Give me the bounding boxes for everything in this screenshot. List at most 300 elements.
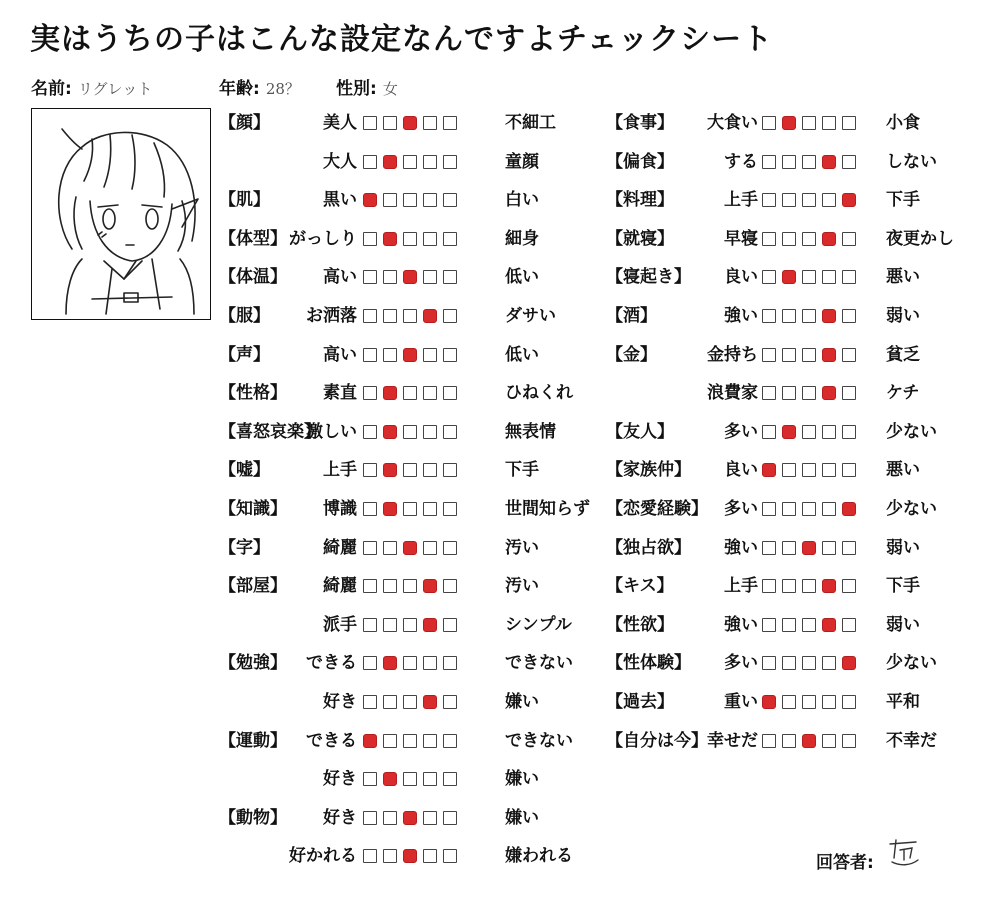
rating-box[interactable] xyxy=(762,270,776,284)
rating-box[interactable] xyxy=(443,772,457,786)
rating-box[interactable] xyxy=(443,270,457,284)
rating-box[interactable] xyxy=(363,270,377,284)
rating-box[interactable] xyxy=(383,541,397,555)
sex-value: 女 xyxy=(382,80,398,98)
rating-box[interactable] xyxy=(822,656,836,670)
left-trait-label: 金持ち xyxy=(707,344,758,365)
rating-box-checked[interactable] xyxy=(383,463,397,477)
left-trait-label: 早寝 xyxy=(724,228,758,249)
rating-box[interactable] xyxy=(782,695,796,709)
right-trait-row xyxy=(606,574,966,598)
right-trait-row xyxy=(606,651,966,675)
rating-box[interactable] xyxy=(842,270,856,284)
rating-box[interactable] xyxy=(822,541,836,555)
rating-box[interactable] xyxy=(403,734,417,748)
rating-box[interactable] xyxy=(443,348,457,362)
rating-box[interactable] xyxy=(762,193,776,207)
category-label: 【家族仲】 xyxy=(606,460,691,481)
right-trait-label: 無表情 xyxy=(505,421,556,442)
rating-scale xyxy=(762,734,856,748)
left-trait-label: 高い xyxy=(323,344,357,365)
right-trait-label: 嫌われる xyxy=(505,846,573,867)
right-trait-row xyxy=(606,188,966,212)
rating-box[interactable] xyxy=(762,309,776,323)
right-trait-row xyxy=(606,536,966,560)
rating-scale xyxy=(363,541,457,555)
left-trait-label: がっしり xyxy=(289,228,357,249)
right-trait-label: できない xyxy=(505,730,573,751)
rating-box[interactable] xyxy=(443,386,457,400)
rating-box[interactable] xyxy=(802,618,816,632)
rating-box[interactable] xyxy=(822,463,836,477)
right-trait-label: 平和 xyxy=(886,692,920,712)
rating-box[interactable] xyxy=(802,425,816,439)
rating-box[interactable] xyxy=(383,811,397,825)
rating-scale xyxy=(363,116,457,130)
rating-box[interactable] xyxy=(802,463,816,477)
rating-box-checked[interactable] xyxy=(423,579,437,593)
rating-box[interactable] xyxy=(762,116,776,130)
rating-box-checked[interactable] xyxy=(822,232,836,246)
category-label: 【部屋】 xyxy=(219,576,287,597)
left-trait-row xyxy=(219,381,573,405)
left-trait-label: 浪費家 xyxy=(707,383,758,404)
rating-box[interactable] xyxy=(403,656,417,670)
rating-box[interactable] xyxy=(842,425,856,439)
right-trait-label: 汚い xyxy=(505,576,539,597)
rating-box[interactable] xyxy=(822,270,836,284)
rating-box[interactable] xyxy=(802,193,816,207)
rating-box[interactable] xyxy=(443,849,457,863)
category-label: 【嘘】 xyxy=(219,460,270,481)
rating-box-checked[interactable] xyxy=(842,193,856,207)
rating-box-checked[interactable] xyxy=(822,386,836,400)
rating-box[interactable] xyxy=(782,734,796,748)
rating-box[interactable] xyxy=(782,463,796,477)
rating-box[interactable] xyxy=(443,463,457,477)
rating-box[interactable] xyxy=(403,579,417,593)
rating-box[interactable] xyxy=(443,734,457,748)
rating-box[interactable] xyxy=(842,463,856,477)
sheet-title: 実はうちの子はこんな設定なんですよチェックシート xyxy=(30,22,774,57)
left-trait-label: 強い xyxy=(724,306,758,326)
rating-box[interactable] xyxy=(782,656,796,670)
rating-scale xyxy=(363,463,457,477)
rating-box-checked[interactable] xyxy=(383,155,397,169)
category-label: 【運動】 xyxy=(219,730,287,751)
left-trait-label: 上手 xyxy=(724,576,758,597)
rating-scale xyxy=(762,193,856,207)
rating-box[interactable] xyxy=(363,695,377,709)
rating-box[interactable] xyxy=(842,734,856,748)
rating-box-checked[interactable] xyxy=(383,502,397,516)
rating-box[interactable] xyxy=(822,695,836,709)
left-trait-label: 綺麗 xyxy=(323,576,357,597)
rating-box[interactable] xyxy=(762,656,776,670)
rating-box[interactable] xyxy=(363,348,377,362)
rating-scale xyxy=(363,502,457,516)
left-trait-label: できる xyxy=(306,653,357,674)
left-trait-row xyxy=(219,536,569,560)
rating-box-checked[interactable] xyxy=(403,116,417,130)
rating-box[interactable] xyxy=(383,695,397,709)
right-trait-label: 小食 xyxy=(886,113,920,133)
left-trait-label: 激しい xyxy=(306,421,357,442)
rating-box[interactable] xyxy=(762,348,776,362)
rating-box[interactable] xyxy=(363,579,377,593)
rating-box-checked[interactable] xyxy=(363,734,377,748)
rating-box[interactable] xyxy=(762,618,776,632)
rating-box[interactable] xyxy=(762,579,776,593)
rating-box[interactable] xyxy=(423,193,437,207)
right-trait-label: 悪い xyxy=(886,460,920,481)
rating-box[interactable] xyxy=(403,386,417,400)
rating-box[interactable] xyxy=(423,463,437,477)
rating-box[interactable] xyxy=(802,502,816,516)
rating-box[interactable] xyxy=(802,695,816,709)
rating-scale xyxy=(762,232,856,246)
rating-box[interactable] xyxy=(403,232,417,246)
rating-box[interactable] xyxy=(383,116,397,130)
category-label: 【性体験】 xyxy=(606,653,691,674)
rating-box[interactable] xyxy=(802,116,816,130)
rating-box[interactable] xyxy=(802,386,816,400)
rating-box[interactable] xyxy=(423,656,437,670)
left-trait-label: 黒い xyxy=(323,190,357,211)
rating-box-checked[interactable] xyxy=(383,425,397,439)
rating-box-checked[interactable] xyxy=(423,309,437,323)
rating-box[interactable] xyxy=(423,155,437,169)
rating-box[interactable] xyxy=(443,502,457,516)
rating-box[interactable] xyxy=(363,541,377,555)
rating-box[interactable] xyxy=(423,849,437,863)
rating-scale xyxy=(762,309,856,323)
rating-box[interactable] xyxy=(802,155,816,169)
rating-box[interactable] xyxy=(423,811,437,825)
rating-box-checked[interactable] xyxy=(822,155,836,169)
right-trait-label: 弱い xyxy=(886,614,920,635)
rating-box[interactable] xyxy=(842,695,856,709)
left-trait-label: 好き xyxy=(323,692,357,712)
rating-box[interactable] xyxy=(782,232,796,246)
rating-box[interactable] xyxy=(782,309,796,323)
right-trait-row xyxy=(606,458,966,482)
rating-box[interactable] xyxy=(403,695,417,709)
left-trait-label: 好き xyxy=(323,807,357,828)
rating-box[interactable] xyxy=(802,232,816,246)
rating-box[interactable] xyxy=(782,155,796,169)
right-trait-label: 弱い xyxy=(886,537,920,558)
rating-box-checked[interactable] xyxy=(403,849,417,863)
sex-field xyxy=(336,74,398,99)
category-label: 【動物】 xyxy=(219,807,287,828)
rating-box[interactable] xyxy=(383,849,397,863)
rating-box-checked[interactable] xyxy=(403,541,417,555)
rating-box[interactable] xyxy=(363,155,377,169)
rating-box[interactable] xyxy=(443,155,457,169)
right-trait-row xyxy=(606,343,966,367)
rating-box[interactable] xyxy=(363,386,377,400)
rating-box[interactable] xyxy=(403,309,417,323)
rating-box[interactable] xyxy=(383,309,397,323)
rating-box[interactable] xyxy=(762,232,776,246)
rating-scale xyxy=(762,541,856,555)
right-trait-label: 少ない xyxy=(886,421,937,442)
rating-box[interactable] xyxy=(762,541,776,555)
category-label: 【食事】 xyxy=(606,113,674,133)
rating-box[interactable] xyxy=(423,348,437,362)
rating-box-checked[interactable] xyxy=(802,734,816,748)
left-trait-label: 大食い xyxy=(707,113,758,133)
right-trait-label: 不幸だ xyxy=(886,730,937,751)
rating-box-checked[interactable] xyxy=(822,348,836,362)
rating-box[interactable] xyxy=(782,502,796,516)
rating-box-checked[interactable] xyxy=(363,193,377,207)
left-trait-row xyxy=(219,343,569,367)
right-trait-label: 世間知らず xyxy=(505,499,590,519)
rating-box[interactable] xyxy=(383,579,397,593)
rating-box[interactable] xyxy=(423,232,437,246)
rating-box[interactable] xyxy=(363,502,377,516)
rating-box[interactable] xyxy=(363,463,377,477)
rating-box[interactable] xyxy=(403,463,417,477)
rating-box-checked[interactable] xyxy=(403,270,417,284)
rating-box[interactable] xyxy=(383,193,397,207)
rating-scale xyxy=(762,348,856,362)
rating-box[interactable] xyxy=(443,811,457,825)
left-trait-row xyxy=(219,227,569,251)
left-trait-label: 多い xyxy=(724,421,758,442)
character-sketch-image xyxy=(32,109,210,319)
rating-box[interactable] xyxy=(782,541,796,555)
rating-box[interactable] xyxy=(443,579,457,593)
rating-box[interactable] xyxy=(423,116,437,130)
rating-box[interactable] xyxy=(443,232,457,246)
rating-box[interactable] xyxy=(443,425,457,439)
respondent-label: 回答者: xyxy=(816,853,874,873)
rating-scale xyxy=(762,116,856,130)
rating-box[interactable] xyxy=(443,695,457,709)
rating-box[interactable] xyxy=(802,579,816,593)
right-trait-row xyxy=(606,420,966,444)
age-label: 年齢: xyxy=(219,79,260,99)
rating-box[interactable] xyxy=(842,348,856,362)
right-trait-label: シンプル xyxy=(505,614,572,635)
rating-scale xyxy=(363,734,457,748)
rating-box[interactable] xyxy=(423,734,437,748)
right-trait-label: ケチ xyxy=(886,383,920,404)
rating-box[interactable] xyxy=(443,193,457,207)
right-trait-label: 悪い xyxy=(886,267,920,288)
left-trait-label: 強い xyxy=(724,537,758,558)
rating-box-checked[interactable] xyxy=(403,811,417,825)
rating-box[interactable] xyxy=(363,116,377,130)
rating-box[interactable] xyxy=(423,386,437,400)
rating-box[interactable] xyxy=(762,502,776,516)
rating-box[interactable] xyxy=(842,618,856,632)
left-trait-label: 派手 xyxy=(323,614,357,635)
right-trait-label: 下手 xyxy=(886,190,920,211)
rating-box[interactable] xyxy=(443,541,457,555)
rating-scale xyxy=(762,695,856,709)
left-trait-label: 博識 xyxy=(323,499,357,519)
rating-box[interactable] xyxy=(403,618,417,632)
rating-box-checked[interactable] xyxy=(802,541,816,555)
rating-box[interactable] xyxy=(383,618,397,632)
left-trait-label: 綺麗 xyxy=(323,537,357,558)
rating-box[interactable] xyxy=(782,618,796,632)
name-field xyxy=(31,74,152,99)
rating-box[interactable] xyxy=(842,116,856,130)
right-trait-row xyxy=(606,227,966,251)
rating-box[interactable] xyxy=(423,541,437,555)
rating-scale xyxy=(762,502,856,516)
rating-box[interactable] xyxy=(822,502,836,516)
rating-box[interactable] xyxy=(782,386,796,400)
rating-box[interactable] xyxy=(782,579,796,593)
rating-box[interactable] xyxy=(842,155,856,169)
rating-box[interactable] xyxy=(782,193,796,207)
left-trait-row xyxy=(219,420,569,444)
rating-box[interactable] xyxy=(842,309,856,323)
rating-box[interactable] xyxy=(363,618,377,632)
left-trait-row xyxy=(219,806,569,830)
rating-box[interactable] xyxy=(403,502,417,516)
rating-box-checked[interactable] xyxy=(822,579,836,593)
left-trait-row xyxy=(219,304,569,328)
rating-box-checked[interactable] xyxy=(423,695,437,709)
rating-box[interactable] xyxy=(802,309,816,323)
rating-scale xyxy=(762,270,856,284)
left-trait-label: 良い xyxy=(724,267,758,288)
age-value: 28？ xyxy=(265,80,300,98)
rating-box[interactable] xyxy=(802,270,816,284)
rating-box[interactable] xyxy=(762,425,776,439)
rating-box[interactable] xyxy=(822,116,836,130)
rating-box[interactable] xyxy=(762,386,776,400)
left-trait-label: する xyxy=(724,151,758,172)
rating-box[interactable] xyxy=(403,193,417,207)
category-label: 【自分は今】 xyxy=(606,730,708,751)
rating-box-checked[interactable] xyxy=(383,772,397,786)
rating-box[interactable] xyxy=(363,772,377,786)
rating-scale xyxy=(363,618,457,632)
rating-box[interactable] xyxy=(363,232,377,246)
right-trait-label: ひねくれ xyxy=(505,383,573,404)
rating-box[interactable] xyxy=(383,270,397,284)
category-label: 【字】 xyxy=(219,537,270,558)
rating-box-checked[interactable] xyxy=(842,656,856,670)
age-field xyxy=(219,74,300,99)
rating-box[interactable] xyxy=(363,425,377,439)
rating-box[interactable] xyxy=(842,579,856,593)
rating-box[interactable] xyxy=(423,270,437,284)
left-trait-row xyxy=(219,613,572,637)
rating-box[interactable] xyxy=(423,502,437,516)
right-trait-label: 嫌い xyxy=(505,769,539,790)
rating-box[interactable] xyxy=(762,155,776,169)
rating-box-checked[interactable] xyxy=(762,463,776,477)
rating-box[interactable] xyxy=(383,734,397,748)
rating-box-checked[interactable] xyxy=(782,116,796,130)
rating-box[interactable] xyxy=(423,425,437,439)
category-label: 【恋愛経験】 xyxy=(606,499,708,519)
rating-box[interactable] xyxy=(842,386,856,400)
rating-box[interactable] xyxy=(383,348,397,362)
name-label: 名前: xyxy=(31,79,72,99)
rating-scale xyxy=(762,155,856,169)
rating-scale xyxy=(363,155,457,169)
name-value: リグレット xyxy=(77,80,153,98)
rating-box[interactable] xyxy=(762,734,776,748)
left-trait-label: 好き xyxy=(323,769,357,790)
rating-box[interactable] xyxy=(443,309,457,323)
rating-scale xyxy=(363,656,457,670)
left-trait-label: 上手 xyxy=(724,190,758,211)
rating-box[interactable] xyxy=(822,425,836,439)
rating-box-checked[interactable] xyxy=(762,695,776,709)
rating-box[interactable] xyxy=(363,849,377,863)
rating-scale xyxy=(762,579,856,593)
rating-box-checked[interactable] xyxy=(782,425,796,439)
rating-box[interactable] xyxy=(403,772,417,786)
rating-scale xyxy=(363,386,457,400)
rating-box[interactable] xyxy=(842,541,856,555)
left-trait-row xyxy=(219,188,569,212)
rating-box[interactable] xyxy=(443,618,457,632)
rating-scale xyxy=(363,811,457,825)
rating-box[interactable] xyxy=(802,656,816,670)
rating-box[interactable] xyxy=(423,772,437,786)
rating-box[interactable] xyxy=(802,348,816,362)
rating-box[interactable] xyxy=(363,656,377,670)
rating-box-checked[interactable] xyxy=(822,309,836,323)
rating-box[interactable] xyxy=(363,811,377,825)
rating-box-checked[interactable] xyxy=(423,618,437,632)
left-trait-row xyxy=(219,458,569,482)
rating-box-checked[interactable] xyxy=(822,618,836,632)
rating-box-checked[interactable] xyxy=(383,656,397,670)
left-trait-label: 良い xyxy=(724,460,758,481)
rating-box[interactable] xyxy=(403,155,417,169)
rating-scale xyxy=(363,348,457,362)
rating-box-checked[interactable] xyxy=(782,270,796,284)
rating-scale xyxy=(363,849,457,863)
right-trait-label: 下手 xyxy=(505,460,539,481)
right-trait-label: 細身 xyxy=(505,228,539,249)
left-trait-label: 上手 xyxy=(323,460,357,481)
rating-box[interactable] xyxy=(842,232,856,246)
rating-box[interactable] xyxy=(443,656,457,670)
rating-scale xyxy=(363,193,457,207)
rating-box-checked[interactable] xyxy=(403,348,417,362)
rating-box[interactable] xyxy=(443,116,457,130)
rating-box-checked[interactable] xyxy=(383,386,397,400)
rating-box[interactable] xyxy=(822,734,836,748)
rating-box[interactable] xyxy=(782,348,796,362)
rating-box[interactable] xyxy=(403,425,417,439)
category-label: 【顔】 xyxy=(219,113,270,133)
rating-scale xyxy=(762,656,856,670)
rating-box[interactable] xyxy=(363,309,377,323)
rating-box-checked[interactable] xyxy=(842,502,856,516)
right-trait-row xyxy=(606,265,966,289)
category-label: 【酒】 xyxy=(606,306,657,326)
rating-box[interactable] xyxy=(822,193,836,207)
category-label: 【性欲】 xyxy=(606,614,674,635)
rating-box-checked[interactable] xyxy=(383,232,397,246)
right-trait-row xyxy=(606,729,966,753)
